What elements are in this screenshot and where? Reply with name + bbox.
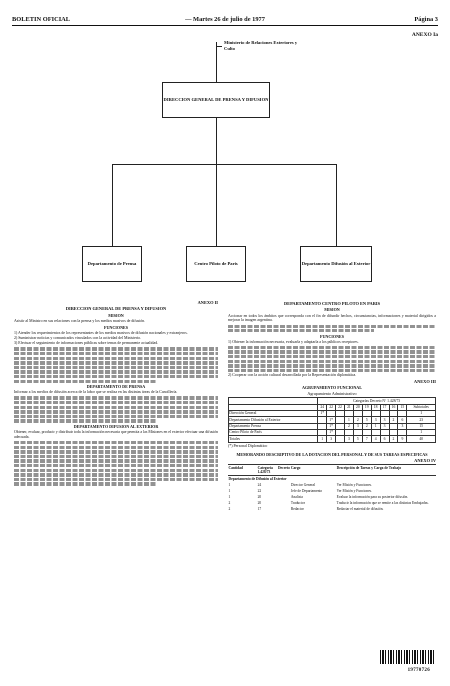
list-item: 1) Atender los requerimientos de los representantes de los medios masivos de difusión nacionales y extranjeros. xyxy=(14,330,188,335)
table-cell: 3 xyxy=(380,417,389,423)
chart-connector xyxy=(216,42,217,82)
column-header: Cantidad xyxy=(228,465,257,476)
agrupamiento-subtitle: Agrupamiento Administrativo xyxy=(307,391,357,397)
illegible-text-line xyxy=(14,455,218,458)
illegible-text-line xyxy=(14,464,218,467)
table-cell: 3 xyxy=(353,423,362,429)
barcode-number: 19770726 xyxy=(407,668,430,673)
column-header: 24 xyxy=(318,404,327,410)
section-title: DEPARTAMENTO CENTRO PILOTO EN PARIS xyxy=(283,301,381,306)
list-item: 2) Suministrar noticias y comunicados vinculados con la actividad del Ministerio. xyxy=(14,336,142,341)
memo-title: MEMORANDO DESCRIPTIVO DE LA DOTACION DEL PERSONAL Y DE SUS TAREAS ESPECIFICAS xyxy=(236,451,428,457)
table-cell: Ver Misión y Funciones. xyxy=(336,482,372,487)
column-header: 17 xyxy=(380,404,389,410)
table-cell: Evaluar la información para su posterior difusión. xyxy=(336,494,409,499)
section-title: DIRECCION GENERAL DE PRENSA Y DIFUSION xyxy=(65,306,167,312)
annex-iii-label: ANEXO III xyxy=(413,378,436,384)
illegible-text-line xyxy=(14,366,218,369)
illegible-text-line xyxy=(14,473,218,476)
illegible-text-line xyxy=(14,406,218,409)
barcode xyxy=(380,650,436,664)
illegible-text-line xyxy=(14,370,218,373)
table-cell: 1 xyxy=(228,494,231,499)
mision-text: Accionar en todos los ámbitos que corresponda con el fin de difundir hechos, circunstancias, informaciones y material dirigidos a mejorar la imagen argentina. xyxy=(228,313,436,323)
table-cell: 3 xyxy=(344,436,353,442)
table-header-row xyxy=(228,465,436,476)
gazette-date: — Martes 26 de julio de 1977 xyxy=(185,16,265,23)
table-cell: 1 xyxy=(344,417,353,423)
chart-connector xyxy=(216,164,217,246)
column-header: Descripción de Tareas y Carga de Trabajo xyxy=(336,465,436,476)
left-column xyxy=(14,300,218,652)
table-cell: 15 xyxy=(407,423,436,429)
staffing-table xyxy=(228,397,436,443)
table-cell: 4 xyxy=(371,436,380,442)
table-cell: Analista xyxy=(290,494,303,499)
illegible-text-line xyxy=(228,360,436,363)
table-cell: 5 xyxy=(353,436,362,442)
table-row xyxy=(228,506,436,512)
row-label: Departamento Difusión al Exterior xyxy=(229,417,318,423)
decree-header: Categorías Decreto Nº 1.428/73 xyxy=(318,398,436,404)
table-cell: 1* xyxy=(318,410,327,416)
column-header: 22 xyxy=(327,404,336,410)
org-box-centro-piloto: Centro Piloto de París xyxy=(186,246,246,282)
table-cell: 3 xyxy=(380,423,389,429)
illegible-text-line xyxy=(14,357,218,360)
org-box-dept-exterior: Departamento Difusión al Exterior xyxy=(300,246,372,282)
column-header: 15 xyxy=(398,404,407,410)
table-cell: 3 xyxy=(371,417,380,423)
illegible-text-line xyxy=(14,410,218,413)
table-cell: 22 xyxy=(257,488,262,493)
illegible-text-line xyxy=(14,459,218,462)
chart-connector xyxy=(112,164,113,246)
table-cell: 40 xyxy=(407,436,436,442)
illegible-text-line xyxy=(14,482,157,485)
column-header: 22 xyxy=(336,404,345,410)
table-cell: 3 xyxy=(327,436,336,442)
illegible-text-line xyxy=(14,419,157,422)
table-cell: 17 xyxy=(257,507,262,512)
annex-ia-label: ANEXO Ia xyxy=(411,32,438,38)
illegible-text-line xyxy=(14,446,218,449)
table-footnote: (*) Personal Diplomático xyxy=(228,443,268,448)
section-title: DEPARTAMENTO DE PRENSA xyxy=(86,384,146,390)
illegible-text-line xyxy=(14,375,218,378)
table-cell: Redactar el material de difusión. xyxy=(336,507,384,512)
illegible-text-line xyxy=(14,401,218,404)
illegible-text-line xyxy=(14,361,218,364)
column-header: 21 xyxy=(344,404,353,410)
illegible-text-line xyxy=(14,352,218,355)
page-number: Página 3 xyxy=(414,16,438,23)
agrupamiento-title: AGRUPAMIENTO FUNCIONAL xyxy=(301,385,362,391)
illegible-text-line xyxy=(14,347,218,350)
table-cell: 1* xyxy=(327,417,336,423)
table-cell: Ver Misión y Funciones. xyxy=(336,488,372,493)
chart-connector xyxy=(112,164,336,165)
illegible-text-line xyxy=(228,329,374,332)
annex-iv-label: ANEXO IV xyxy=(414,457,436,463)
table-cell: 23 xyxy=(407,417,436,423)
illegible-text-line xyxy=(14,469,218,472)
table-cell: 7 xyxy=(362,436,371,442)
table-cell: 9 xyxy=(398,436,407,442)
table-cell: Traducir la información que se remite a las distintas Embajadas. xyxy=(336,501,429,506)
illegible-text-line xyxy=(14,396,218,399)
column-header: Subtotales xyxy=(407,404,436,410)
illegible-text-line xyxy=(228,355,436,358)
table-cell: 1 xyxy=(371,423,380,429)
table-cell: 1 xyxy=(228,482,231,487)
table-cell xyxy=(336,436,345,442)
illegible-text-line xyxy=(228,346,436,349)
table-cell: 20 xyxy=(257,501,262,506)
table-cell: 2 xyxy=(344,423,353,429)
ministry-label: Ministerio de Relaciones Exteriores y Culto xyxy=(224,40,298,51)
table-row-totals xyxy=(229,436,436,442)
table-cell: 2 xyxy=(228,507,231,512)
table-cell: 1* xyxy=(327,423,336,429)
table-cell: 6 xyxy=(380,436,389,442)
table-cell: Redactor xyxy=(290,507,304,512)
table-cell: 2 xyxy=(362,423,371,429)
row-label: Totales xyxy=(229,436,318,442)
table-cell: 1 xyxy=(228,488,231,493)
column-header: 16 xyxy=(389,404,398,410)
gazette-name: BOLETIN OFICIAL xyxy=(12,16,71,23)
exterior-mision: Obtener, evaluar, producir y distribuir toda la información necesaria que permita a las Misiones en el exterior efectuar una difusión adecuada. xyxy=(14,430,218,439)
illegible-text-line xyxy=(14,380,157,383)
table-cell: 3 xyxy=(398,423,407,429)
illegible-text-line xyxy=(228,325,436,328)
table-cell: 1 xyxy=(407,430,436,436)
list-item: 1) Obtener la información necesaria, evaluarla y adaptarla a los públicos receptores. xyxy=(228,339,359,344)
right-column xyxy=(228,300,436,630)
table-cell: 2 xyxy=(389,436,398,442)
org-box-dept-prensa: Departamento de Prensa xyxy=(82,246,142,282)
row-label: Centro Piloto de París xyxy=(229,430,318,436)
illegible-text-line xyxy=(14,415,218,418)
illegible-text-line xyxy=(14,478,218,481)
column-header: Cargo xyxy=(290,465,336,476)
illegible-text-line xyxy=(228,350,436,353)
row-label: Dirección General xyxy=(229,410,318,416)
mision-heading: MISION xyxy=(108,312,124,318)
row-label: Departamento Prensa xyxy=(229,423,318,429)
illegible-text-line xyxy=(14,441,218,444)
table-cell: 2 xyxy=(389,417,398,423)
table-cell: 2 xyxy=(228,501,231,506)
section-title: DEPARTAMENTO DIFUSION AL EXTERIOR xyxy=(73,424,159,429)
table-cell: Jefe de Departamento xyxy=(290,488,323,493)
illegible-text-line xyxy=(14,450,218,453)
chart-connector xyxy=(216,46,222,47)
column-header: 20 xyxy=(353,404,362,410)
illegible-text-line xyxy=(228,364,436,367)
mision-text: Asistir al Ministro en sus relaciones con la prensa y los medios masivos de difusión. xyxy=(14,318,146,323)
chart-connector xyxy=(216,118,217,164)
table-cell: 24 xyxy=(257,482,262,487)
table-cell: 6 xyxy=(398,417,407,423)
funciones-heading: FUNCIONES xyxy=(103,324,129,330)
column-header: 18 xyxy=(371,404,380,410)
table-cell: 1* xyxy=(327,430,336,436)
column-header: Categoría Decreto 1.428/73 xyxy=(257,465,290,475)
prensa-mision: Informar a los medios de difusión acerca de la labor que se realiza en las distintas áreas de la Cancillería. xyxy=(14,390,178,395)
illegible-text-line xyxy=(228,369,436,372)
table-cell: 1 xyxy=(318,436,327,442)
table-cell: Traductor xyxy=(290,501,305,506)
table-cell: 1 xyxy=(407,410,436,416)
table-cell: 2 xyxy=(353,417,362,423)
table-cell: 20 xyxy=(257,494,262,499)
memo-table xyxy=(228,464,436,512)
table-cell: 5 xyxy=(362,417,371,423)
org-box-direccion-general: DIRECCION GENERAL DE PRENSA Y DIFUSION xyxy=(162,82,270,118)
list-item: 3) Efectuar el seguimiento de informaciones públicas sobre temas de permanente actualidad. xyxy=(14,341,159,346)
memo-department: Departamento de Difusión al Exterior xyxy=(228,476,287,481)
table-cell: Director General xyxy=(290,482,316,487)
column-header: 19 xyxy=(362,404,371,410)
chart-connector xyxy=(336,164,337,246)
annex-ii-label: ANEXO II xyxy=(197,300,218,305)
list-item: 2) Cooperar con la acción cultural desarrollada por la Representación diplomática. xyxy=(228,373,357,378)
funciones-heading: FUNCIONES xyxy=(319,333,345,339)
mision-heading: MISION xyxy=(324,307,340,313)
page-header xyxy=(12,14,438,26)
